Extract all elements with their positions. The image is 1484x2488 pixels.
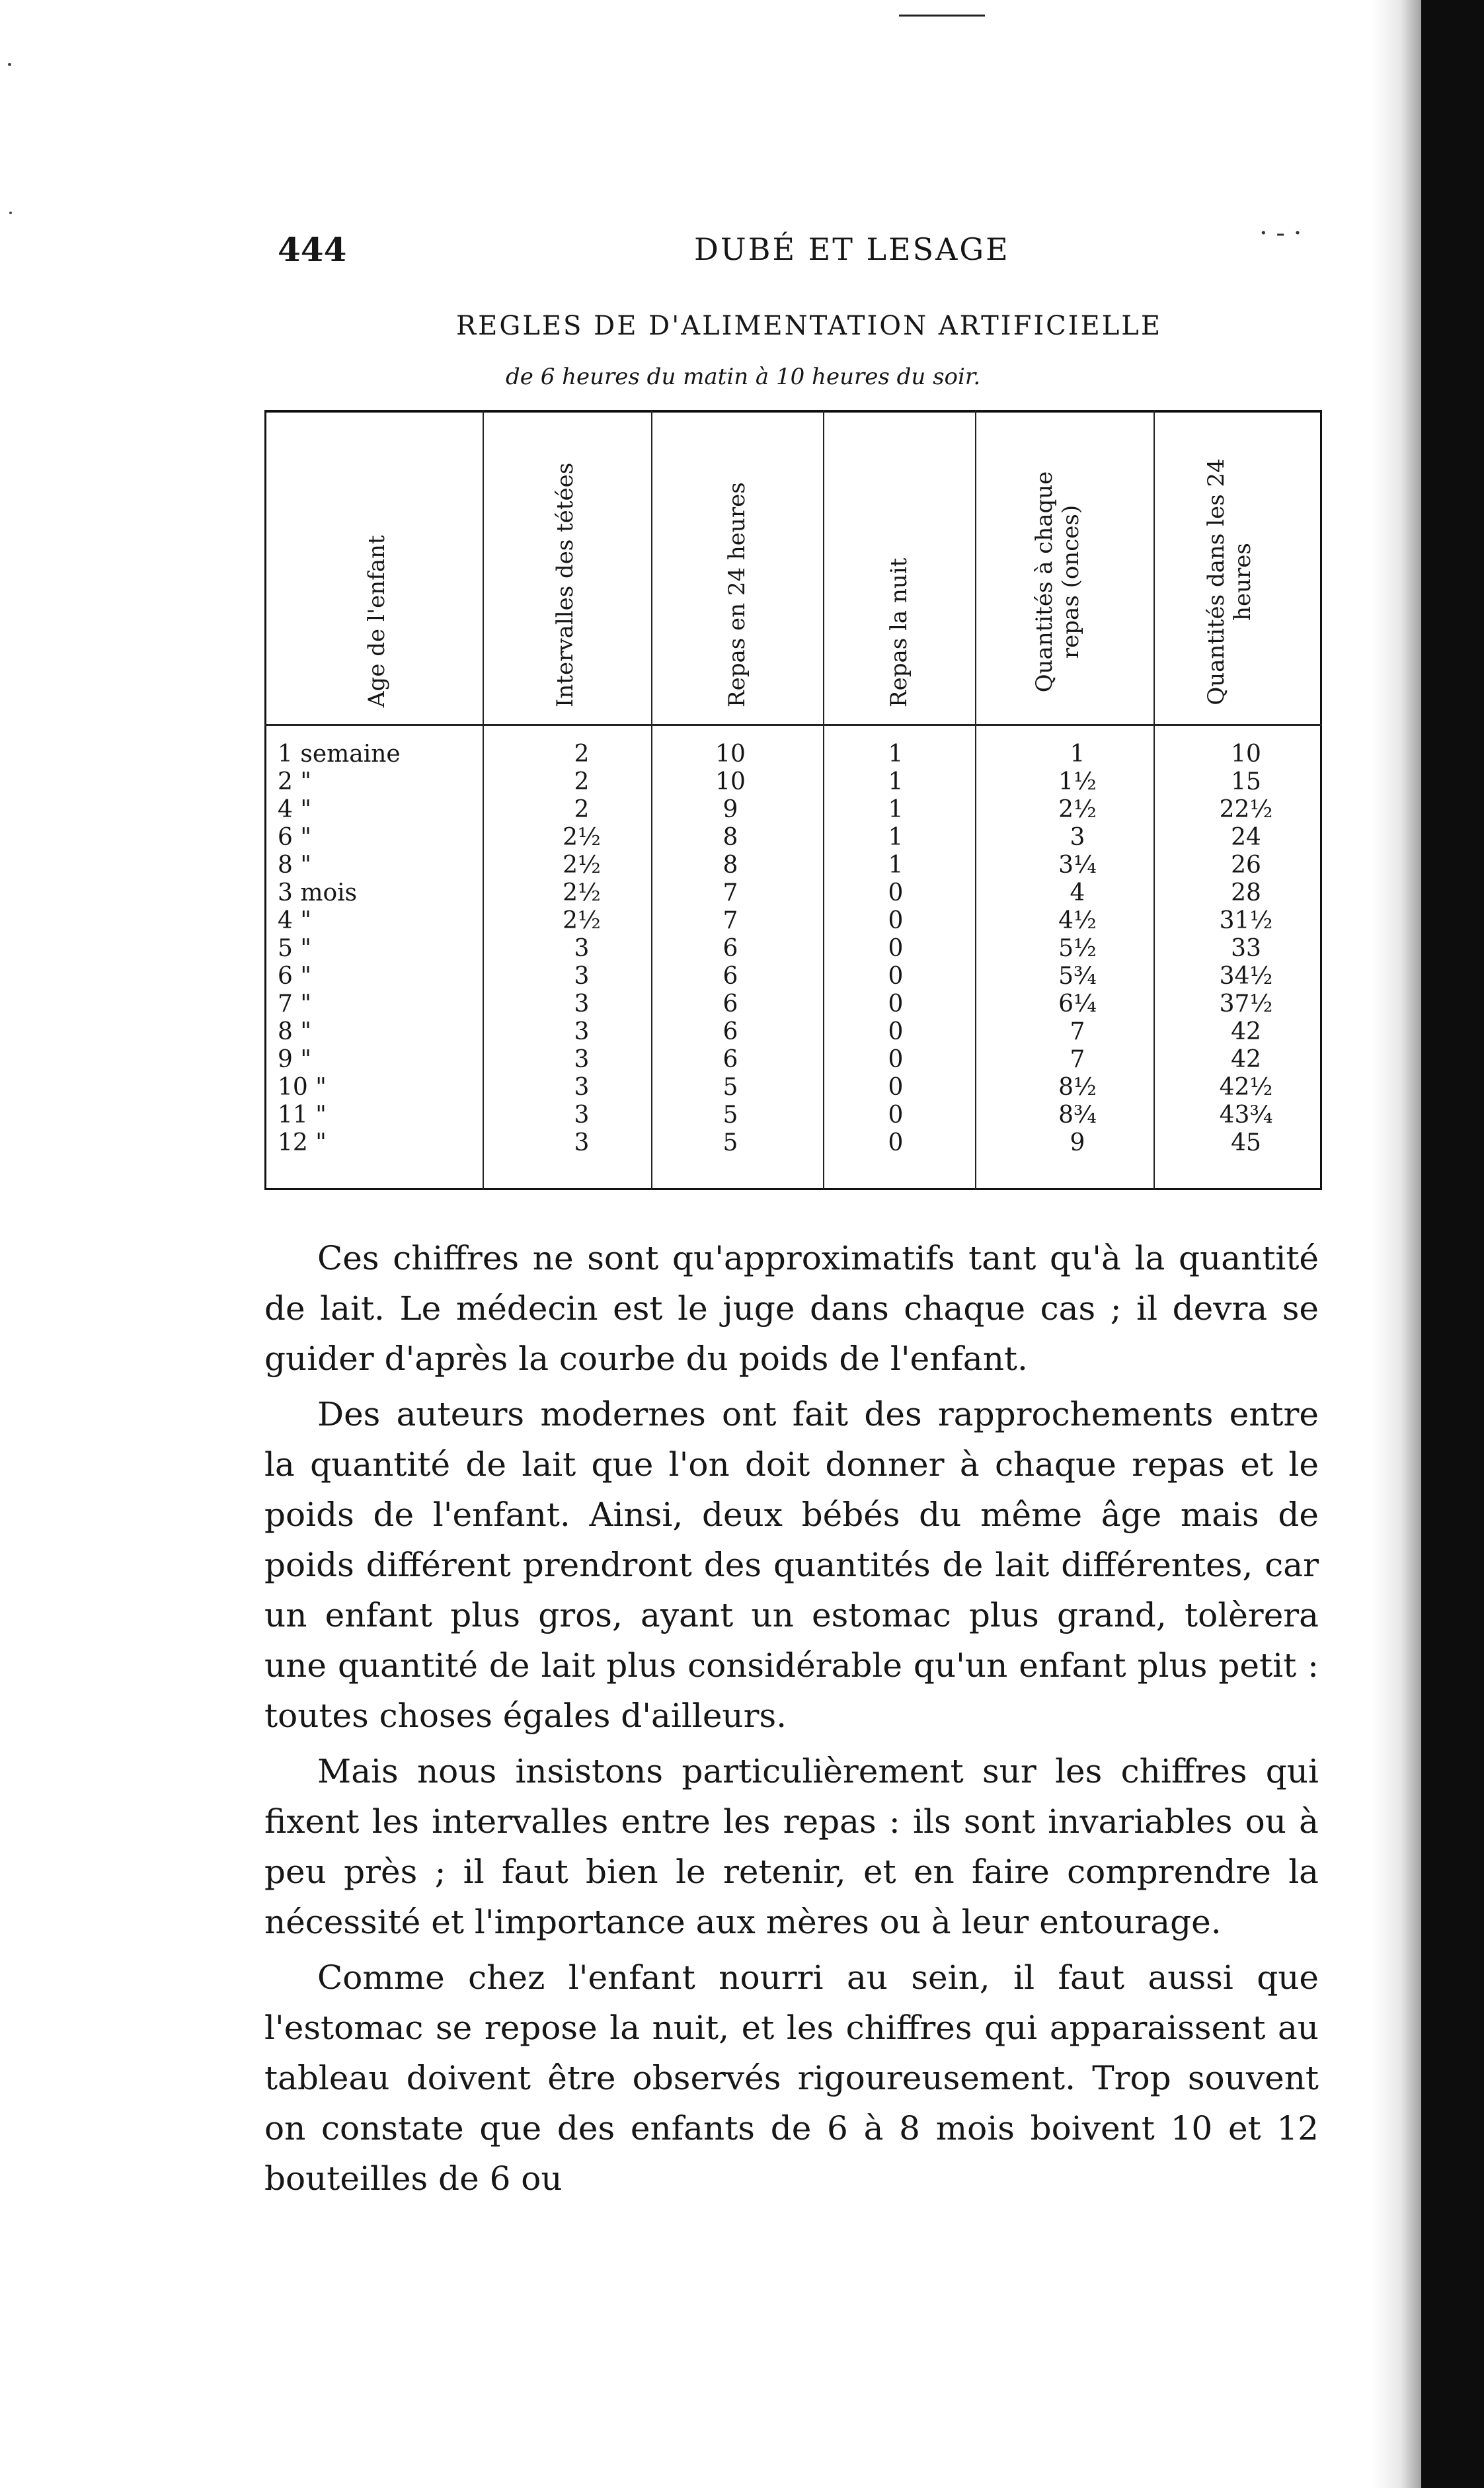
cell-repas-24h: 8 bbox=[722, 824, 738, 851]
cell-repas-nuit: 1 bbox=[888, 824, 904, 851]
cell-quantite-repas: 4½ bbox=[1058, 907, 1097, 934]
cell-intervalles: 2½ bbox=[563, 879, 601, 906]
cell-repas-24h: 6 bbox=[722, 935, 738, 962]
cell-quantite-24h: 42 bbox=[1231, 1018, 1261, 1045]
column-divider bbox=[823, 410, 824, 1190]
cell-repas-nuit: 0 bbox=[888, 879, 904, 906]
cell-quantite-repas: 8½ bbox=[1058, 1074, 1097, 1101]
cell-intervalles: 3 bbox=[574, 1102, 590, 1129]
cell-quantite-repas: 8¾ bbox=[1058, 1102, 1097, 1129]
cell-intervalles: 2 bbox=[574, 768, 590, 795]
cell-quantite-repas: 1 bbox=[1070, 741, 1085, 768]
cell-quantite-repas: 9 bbox=[1070, 1129, 1085, 1156]
cell-age: 9 " bbox=[278, 1046, 311, 1073]
cell-age: 12 " bbox=[278, 1129, 327, 1156]
cell-quantite-repas: 6¼ bbox=[1058, 990, 1097, 1018]
scan-speck bbox=[8, 63, 11, 66]
paragraph: Comme chez l'enfant nourri au sein, il faut aussi que l'estomac se repose la nuit, et les chiffres qui apparaissent au tableau doivent être observés rigoureusement. Trop souvent on constate que des enfants de 6 à 8 mois boivent 10 et 12 bouteilles de 6 ou bbox=[264, 1958, 1319, 2198]
cell-repas-24h: 10 bbox=[715, 768, 746, 795]
running-head: DUBÉ ET LESAGE bbox=[694, 231, 1010, 267]
cell-age: 4 " bbox=[278, 796, 311, 823]
cell-intervalles: 3 bbox=[574, 1129, 590, 1156]
cell-repas-nuit: 0 bbox=[888, 1074, 904, 1101]
cell-quantite-24h: 28 bbox=[1231, 879, 1261, 906]
cell-intervalles: 3 bbox=[574, 1074, 590, 1101]
cell-intervalles: 3 bbox=[574, 990, 590, 1018]
scan-mark bbox=[899, 15, 985, 17]
column-header-quantite-repas: Quantités à chaque repas (onces) bbox=[1031, 471, 1084, 693]
cell-intervalles: 2 bbox=[574, 796, 590, 823]
column-divider bbox=[1153, 410, 1155, 1190]
cell-repas-nuit: 1 bbox=[888, 796, 904, 823]
table-subtitle: de 6 heures du matin à 10 heures du soir. bbox=[506, 364, 981, 390]
paragraph: Des auteurs modernes ont fait des rapprochements entre la quantité de lait que l'on doit donner à chaque repas et le poids de l'enfant. Ainsi, deux bébés du même âge mais de poids différent prendront des quantités de lait différentes, car un enfant plus gros, ayant un estomac plus grand, tolèrera une quantité de lait plus considérable qu'un enfant plus petit : toutes choses égales d'ailleurs. bbox=[264, 1395, 1319, 1735]
cell-repas-24h: 5 bbox=[722, 1129, 738, 1156]
cell-repas-24h: 10 bbox=[715, 741, 746, 768]
cell-age: 1 semaine bbox=[278, 741, 401, 768]
cell-quantite-24h: 42½ bbox=[1219, 1074, 1273, 1101]
cell-intervalles: 3 bbox=[574, 963, 590, 990]
cell-intervalles: 3 bbox=[574, 1046, 590, 1073]
cell-quantite-repas: 7 bbox=[1070, 1046, 1085, 1073]
cell-age: 11 " bbox=[278, 1102, 327, 1129]
paragraph: Mais nous insistons particulièrement sur les chiffres qui fixent les intervalles entre les repas : ils sont invariables ou à peu près ; il faut bien le retenir, et en faire comprendre la nécessité et l'importance aux mères ou à leur entourage. bbox=[264, 1752, 1319, 1941]
cell-repas-24h: 9 bbox=[722, 796, 738, 823]
cell-quantite-repas: 5¾ bbox=[1058, 963, 1097, 990]
cell-repas-nuit: 0 bbox=[888, 1046, 904, 1073]
cell-intervalles: 2½ bbox=[563, 824, 601, 851]
cell-intervalles: 2½ bbox=[563, 852, 601, 879]
cell-repas-nuit: 0 bbox=[888, 935, 904, 962]
cell-quantite-repas: 3 bbox=[1070, 824, 1085, 851]
table-title: REGLES DE D'ALIMENTATION ARTIFICIELLE bbox=[456, 311, 1163, 341]
cell-intervalles: 2 bbox=[574, 741, 590, 768]
cell-repas-nuit: 0 bbox=[888, 990, 904, 1018]
cell-quantite-24h: 31½ bbox=[1219, 907, 1273, 934]
column-divider bbox=[483, 410, 484, 1190]
cell-quantite-24h: 43¾ bbox=[1219, 1102, 1273, 1129]
body-text bbox=[264, 1233, 1319, 2204]
cell-quantite-24h: 24 bbox=[1231, 824, 1261, 851]
cell-repas-24h: 8 bbox=[722, 852, 738, 879]
cell-quantite-repas: 3¼ bbox=[1058, 852, 1097, 879]
column-header-repas-nuit: Repas la nuit bbox=[886, 557, 912, 707]
cell-repas-nuit: 0 bbox=[888, 907, 904, 934]
cell-quantite-24h: 34½ bbox=[1219, 963, 1273, 990]
cell-quantite-repas: 7 bbox=[1070, 1018, 1085, 1045]
cell-quantite-24h: 10 bbox=[1231, 741, 1261, 768]
cell-quantite-repas: 4 bbox=[1070, 879, 1085, 906]
cell-quantite-24h: 33 bbox=[1231, 935, 1261, 962]
cell-repas-nuit: 1 bbox=[888, 768, 904, 795]
cell-repas-nuit: 0 bbox=[888, 1129, 904, 1156]
cell-intervalles: 3 bbox=[574, 1018, 590, 1045]
cell-age: 6 " bbox=[278, 824, 311, 851]
cell-quantite-24h: 37½ bbox=[1219, 990, 1273, 1018]
cell-quantite-24h: 22½ bbox=[1219, 796, 1273, 823]
cell-repas-24h: 6 bbox=[722, 1046, 738, 1073]
cell-repas-24h: 7 bbox=[722, 907, 738, 934]
cell-intervalles: 3 bbox=[574, 935, 590, 962]
cell-quantite-repas: 5½ bbox=[1058, 935, 1097, 962]
cell-repas-24h: 6 bbox=[722, 1018, 738, 1045]
cell-repas-24h: 7 bbox=[722, 879, 738, 906]
cell-repas-24h: 6 bbox=[722, 990, 738, 1018]
cell-repas-nuit: 1 bbox=[888, 852, 904, 879]
column-divider bbox=[651, 410, 652, 1190]
cell-intervalles: 2½ bbox=[563, 907, 601, 934]
cell-repas-24h: 5 bbox=[722, 1074, 738, 1101]
cell-quantite-24h: 42 bbox=[1231, 1046, 1261, 1073]
column-header-age: Age de l'enfant bbox=[364, 535, 390, 707]
cell-quantite-24h: 45 bbox=[1231, 1129, 1261, 1156]
cell-repas-24h: 5 bbox=[722, 1102, 738, 1129]
cell-age: 7 " bbox=[278, 990, 311, 1018]
cell-quantite-24h: 15 bbox=[1231, 768, 1261, 795]
paragraph: Ces chiffres ne sont qu'approximatifs tant qu'à la quantité de lait. Le médecin est le juge dans chaque cas ; il devra se guider d'après la courbe du poids de l'enfant. bbox=[264, 1239, 1319, 1378]
header-row-divider bbox=[264, 724, 1322, 726]
cell-age: 10 " bbox=[278, 1074, 327, 1101]
scan-speck bbox=[9, 212, 12, 214]
cell-quantite-repas: 2½ bbox=[1058, 796, 1097, 823]
cell-age: 4 " bbox=[278, 907, 311, 934]
cell-age: 6 " bbox=[278, 963, 311, 990]
page-number: 444 bbox=[278, 230, 347, 269]
cell-repas-24h: 6 bbox=[722, 963, 738, 990]
column-header-repas-24h: Repas en 24 heures bbox=[724, 482, 750, 707]
column-header-intervalles: Intervalles des tétées bbox=[552, 462, 578, 707]
cell-age: 8 " bbox=[278, 852, 311, 879]
cell-quantite-repas: 1½ bbox=[1058, 768, 1097, 795]
column-header-quantite-24h: Quantités dans les 24 heures bbox=[1203, 458, 1256, 705]
page-binding-edge bbox=[1421, 0, 1484, 2488]
cell-age: 5 " bbox=[278, 935, 311, 962]
cell-repas-nuit: 0 bbox=[888, 1102, 904, 1129]
cell-age: 8 " bbox=[278, 1018, 311, 1045]
header-ornament: · - · bbox=[1259, 218, 1302, 249]
cell-quantite-24h: 26 bbox=[1231, 852, 1261, 879]
column-divider bbox=[975, 410, 976, 1190]
cell-repas-nuit: 1 bbox=[888, 741, 904, 768]
cell-repas-nuit: 0 bbox=[888, 963, 904, 990]
cell-repas-nuit: 0 bbox=[888, 1018, 904, 1045]
cell-age: 3 mois bbox=[278, 879, 358, 906]
cell-age: 2 " bbox=[278, 768, 311, 795]
